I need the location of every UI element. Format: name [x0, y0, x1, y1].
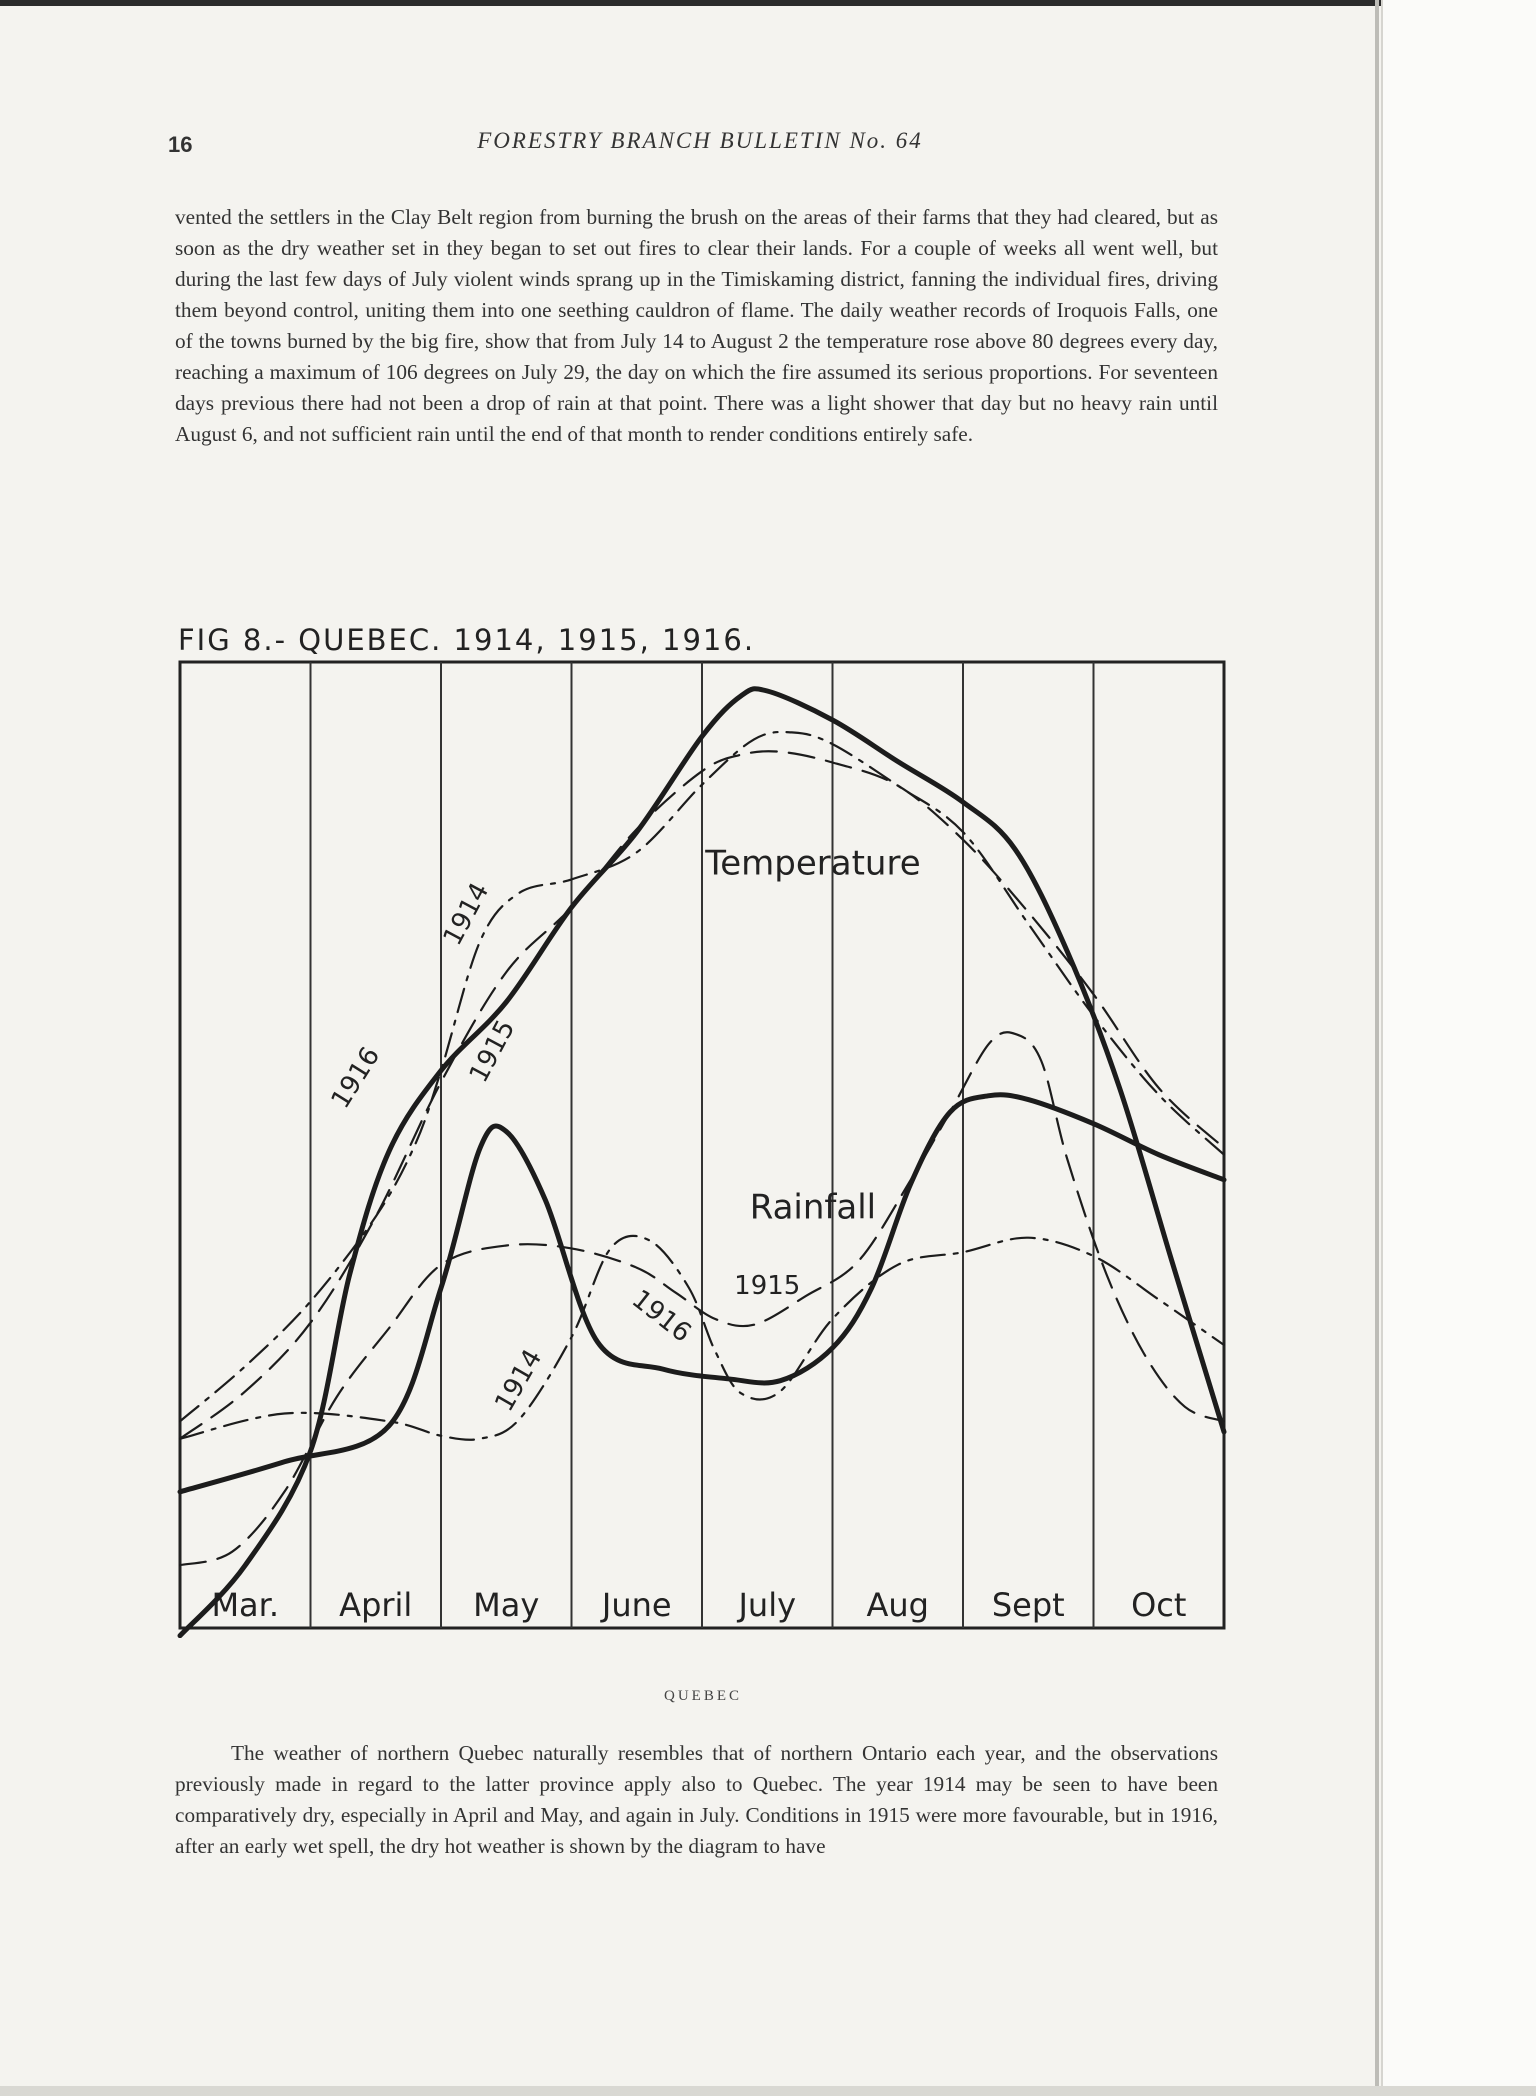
- annotation-temperature: Temperature: [705, 843, 921, 884]
- month-label: April: [339, 1586, 413, 1624]
- scan-border-bottom: [0, 2086, 1536, 2096]
- annotation-year-1916: 1916: [325, 1041, 387, 1114]
- annotation-year-1916: 1916: [625, 1284, 697, 1349]
- page-number: 16: [168, 132, 193, 157]
- month-label: June: [601, 1586, 672, 1624]
- paragraph-bottom: The weather of northern Quebec naturally resembles that of northern Ontario each year, and the observations previously made in regard to the latter province apply also to Quebec. The year 1914 may be seen to have been comparatively dry, especially in April and May, and again in July. Conditions in 1915 were more favourable, but in 1916, after an early wet spell, the dry hot weather is shown by the diagram to have: [175, 1741, 1218, 1858]
- month-label: Sept: [991, 1586, 1065, 1624]
- month-label: July: [738, 1586, 797, 1624]
- page-edge: [1375, 0, 1379, 2096]
- month-label: Aug: [866, 1586, 929, 1624]
- facing-page-margin: [1383, 0, 1536, 2096]
- running-head: FORESTRY BRANCH BULLETIN No. 64: [477, 128, 923, 153]
- figure-caption: FIG 8.- QUEBEC. 1914, 1915, 1916.: [178, 623, 756, 657]
- month-label: Mar.: [211, 1586, 280, 1624]
- scan-border-top: [0, 0, 1536, 6]
- annotation-year-1914: 1914: [437, 877, 496, 951]
- annotation-rainfall: Rainfall: [749, 1187, 877, 1228]
- paragraph-top: vented the settlers in the Clay Belt region from burning the brush on the areas of their farms that they had cleared, but as soon as the dry weather set in they began to set out fires to clear their lands. For a couple of weeks all went well, but during the last few days of July violent winds sprang up in the Timiskaming district, fanning the individual fires, driving them beyond control, uniting them into one seething cauldron of flame. The daily weather records of Iroquois Falls, one of the towns burned by the big fire, show that from July 14 to August 2 the temperature rose above 80 degrees every day, reaching a maximum of 106 degrees on July 29, the day on which the fire assumed its serious proportions. For seventeen days previous there had not been a drop of rain at that point. There was a light shower that day but no heavy rain until August 6, and not sufficient rain until the end of that month to render conditions entirely safe.: [175, 205, 1218, 446]
- section-heading: QUEBEC: [664, 1688, 742, 1704]
- weather-chart: [176, 658, 1228, 1638]
- annotation-year-1914: 1914: [489, 1344, 549, 1417]
- month-label: Oct: [1131, 1586, 1187, 1624]
- annotation-year-1915: 1915: [734, 1270, 801, 1301]
- month-label: May: [473, 1586, 540, 1624]
- annotation-year-1915: 1915: [463, 1015, 522, 1088]
